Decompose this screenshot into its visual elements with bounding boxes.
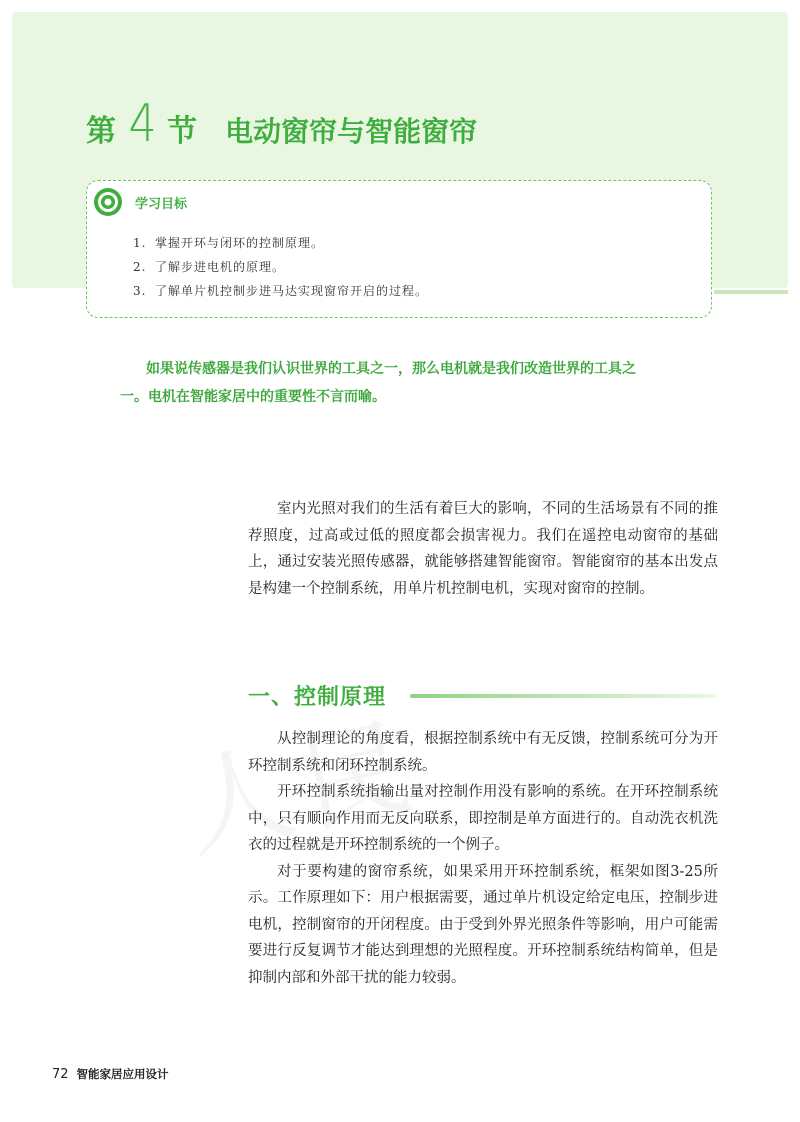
section-title <box>86 92 477 152</box>
subsection-body <box>248 726 718 991</box>
learning-goals-title: 学习目标 <box>135 197 188 212</box>
subsection-paragraph: 开环控制系统指输出量对控制作用没有影响的系统。在开环控制系统中，只有顺向作用而无反向联系，即控制是单方面进行的。自动洗衣机洗衣的过程就是开环控制系统的一个例子。 <box>248 784 718 853</box>
section-number: 4 <box>128 94 157 154</box>
book-title: 智能家居应用设计 <box>76 1067 169 1081</box>
page-number: 72 <box>52 1067 69 1082</box>
target-icon <box>93 187 123 217</box>
header-band-edge <box>714 290 788 294</box>
goal-item: 1. 掌握开环与闭环的控制原理。 <box>133 236 325 250</box>
section-heading: 电动窗帘与智能窗帘 <box>225 115 478 148</box>
page-footer <box>52 1066 169 1082</box>
subsection-heading <box>248 680 386 711</box>
goal-item: 2. 了解步进电机的原理。 <box>133 260 286 274</box>
subsection-title: 一、控制原理 <box>248 685 387 710</box>
subsection-paragraph: 从控制理论的角度看，根据控制系统中有无反馈，控制系统可分为开环控制系统和闭环控制系统。 <box>248 731 718 774</box>
subsection-rule <box>410 694 716 698</box>
learning-goals-list <box>133 231 428 303</box>
intro-paragraph: 如果说传感器是我们认识世界的工具之一，那么电机就是我们改造世界的工具之一。电机在智能家居中的重要性不言而喻。 <box>120 361 636 405</box>
body-paragraph-1: 室内光照对我们的生活有着巨大的影响，不同的生活场景有不同的推荐照度，过高或过低的照度都会损害视力。我们在遥控电动窗帘的基础上，通过安装光照传感器，就能够搭建智能窗帘。智能窗帘的基本出发点是构建一个控制系统，用单片机控制电机，实现对窗帘的控制。 <box>248 501 718 597</box>
learning-goals-box <box>86 180 712 318</box>
section-suffix: 节 <box>167 114 198 149</box>
section-prefix: 第 <box>86 114 116 149</box>
subsection-paragraph: 对于要构建的窗帘系统，如果采用开环控制系统，框架如图3-25所示。工作原理如下：用户根据需要，通过单片机设定给定电压，控制步进电机，控制窗帘的开闭程度。由于受到外界光照条件等影响，用户可能需要进行反复调节才能达到理想的光照程度。开环控制系统结构简单，但是抑制内部和外部干扰的能力较弱。 <box>248 863 718 986</box>
goal-item: 3. 了解单片机控制步进马达实现窗帘开启的过程。 <box>133 284 429 298</box>
